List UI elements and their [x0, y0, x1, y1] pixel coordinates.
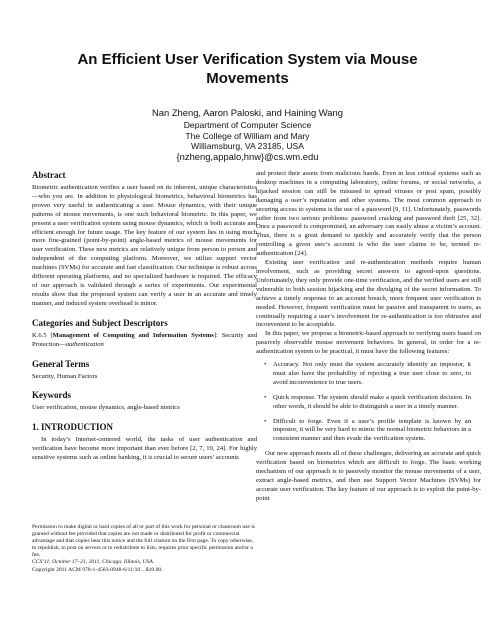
categories-category: Management of Computing and Information Systems: [52, 331, 214, 339]
keywords-text: User verification, mouse dynamics, angle-based metrics: [32, 404, 180, 412]
permission-notice: [32, 524, 257, 574]
general-terms-section: [32, 359, 257, 382]
author-names: Nan Zheng, Aaron Paloski, and Haining Wang: [152, 107, 343, 118]
keywords-heading: Keywords: [32, 390, 71, 401]
author-email: {nzheng,appalo,hnw}@cs.wm.edu: [176, 150, 319, 162]
affiliation-department: Department of Computer Science: [183, 120, 312, 130]
abstract-heading: Abstract: [32, 170, 66, 180]
intro-paragraph-4: Our new approach meets all of these challenges, delivering an accurate and quick verification based on biometrics which are difficult to forge. The basic working mechanism of our approach is to passively monitor the mouse movements of a user, extract angle-based metrics, and then use Support Vector Machines (SVMs) for accurate user verification. The key feature of our approach is to exploit the point-by-point: [256, 450, 481, 502]
bullet-icon: •: [264, 417, 267, 425]
categories-section: [32, 318, 257, 350]
list-item-text: Quick response. The system should make a quick verification decision. In other words, it should be able to distinguish a user in a timely manner.: [273, 393, 471, 410]
author-block: [90, 107, 405, 162]
introduction-text: In today’s Internet-centered world, the tasks of user authentication and verification have become more important than ever before [2, 7, 19, 24]. For highly sensitive systems such as online banking, it is crucial to secure users’ accounts: [32, 436, 257, 462]
list-item: [256, 418, 481, 445]
bullet-icon: •: [264, 393, 267, 401]
right-column: [256, 170, 481, 504]
affiliation-college: The College of William and Mary: [185, 130, 310, 141]
general-terms-heading: General Terms: [32, 358, 90, 369]
paper-title: An Efficient User Verification System via Mouse Movements: [77, 51, 418, 87]
introduction-heading: 1. INTRODUCTION: [32, 422, 114, 433]
feature-list: [256, 361, 481, 444]
conference-info: [32, 559, 257, 566]
categories-descriptor: authentication: [65, 340, 104, 348]
conference-line: CCS’11, October 17–21, 2011, Chicago, Illinois, USA.: [32, 559, 155, 566]
introduction-section: [32, 422, 257, 463]
general-terms-text: Security, Human Factors: [32, 372, 98, 380]
permission-text: Permission to make digital or hard copies of all or part of this work for personal or classroom use is granted without fee provided that copies are not made or distributed for profit or commercial advantage and that copies bear this notice and the full citation on the first page. To copy otherwise, to republish, to post on servers or to redistribute to lists, requires prior specific permission and/or a fee.: [32, 524, 255, 559]
categories-code: K.6.5 [: [32, 331, 53, 339]
categories-subcategory: ]: Security and Protection—: [32, 331, 257, 348]
list-item-text: Difficult to forge. Even if a user’s profile template is known by an impostor, it will be very hard to mimic the normal biometric behaviors in a consistent manner and then evade the verification system.: [273, 417, 471, 443]
list-item-text: Accuracy. Not only must the system accurately identify an impostor, it must also have the probability of rejecting a true user close to zero, to avoid inconvenience to true users.: [273, 361, 471, 386]
categories-heading: Categories and Subject Descriptors: [32, 317, 168, 328]
bullet-icon: •: [264, 361, 267, 369]
intro-paragraph-2: Existing user verification and re-authentication methods require human involvement, such as providing secret answers to agreed-upon questions. Unfortunately, they only provide one-time verification, and the verified users are still vulnerable to both session hijacking and the divulging of the secret information. To achieve a timely response to an account breach, more frequent user verification is needed. However, frequent verification must be passive and transparent to users, as continually requiring a user’s involvement for re-authentication is too obtrusive and inconvenient to be acceptable.: [256, 259, 481, 329]
intro-paragraph-3: In this paper, we propose a biometric-based approach to verifying users based on passively observable mouse movement behaviors. In general, in order for a re-authentication system to be practical, it must have the following features:: [256, 330, 481, 356]
list-item: [256, 361, 481, 388]
categories-text: [32, 332, 257, 350]
left-column: [32, 170, 257, 463]
abstract-text: Biometric authentication verifies a user based on its inherent, unique characteristics—who you are. In addition to physiological biometrics, behavioral biometrics has proven very useful in authenticating a user. Mouse dynamics, with their unique patterns of mouse movements, is one such behavioral biometric. In this paper, we present a user verification system using mouse dynamics, which is both accurate and efficient enough for future usage. The key feature of our system lies in using much more fine-grained (point-by-point) angle-based metrics of mouse movements for user verification. These new metrics are relatively unique from person to person and independent of the computing platform. Moreover, we utilize support vector machines (SVMs) for accurate and fast classification. Our technique is robust across different operating platforms, and no specialized hardware is required. The efficacy of our approach is validated through a series of experiments. Our experimental results show that the proposed system can verify a user in an accurate and timely manner, and induced system overhead is minor.: [32, 184, 257, 307]
affiliation-address: Williamsburg, VA 23185, USA: [190, 141, 305, 151]
list-item: [256, 394, 481, 412]
keywords-section: [32, 390, 257, 413]
copyright-line: Copyright 2011 ACM 978-1-4503-0948-6/11/10 ...$10.00.: [32, 566, 163, 573]
intro-paragraph-1: and protect their assets from malicious hands. Even in less critical systems such as desktop machines in a computing laboratory, online forums, or social networks, a hijacked session can still be misused to spread viruses or post spam, possibly damaging a user’s reputation and other systems. The most common approach to securing access to systems is the use of a password [9, 11]. Unfortunately, passwords suffer from two serious problems: password cracking and password theft [25, 32]. Once a password is compromised, an adversary can easily abuse a victim’s account. Thus, there is a great demand to quickly and accurately verify that the person controlling a given user’s account is who the user claims to be, termed re-authentication [24].: [256, 170, 481, 258]
